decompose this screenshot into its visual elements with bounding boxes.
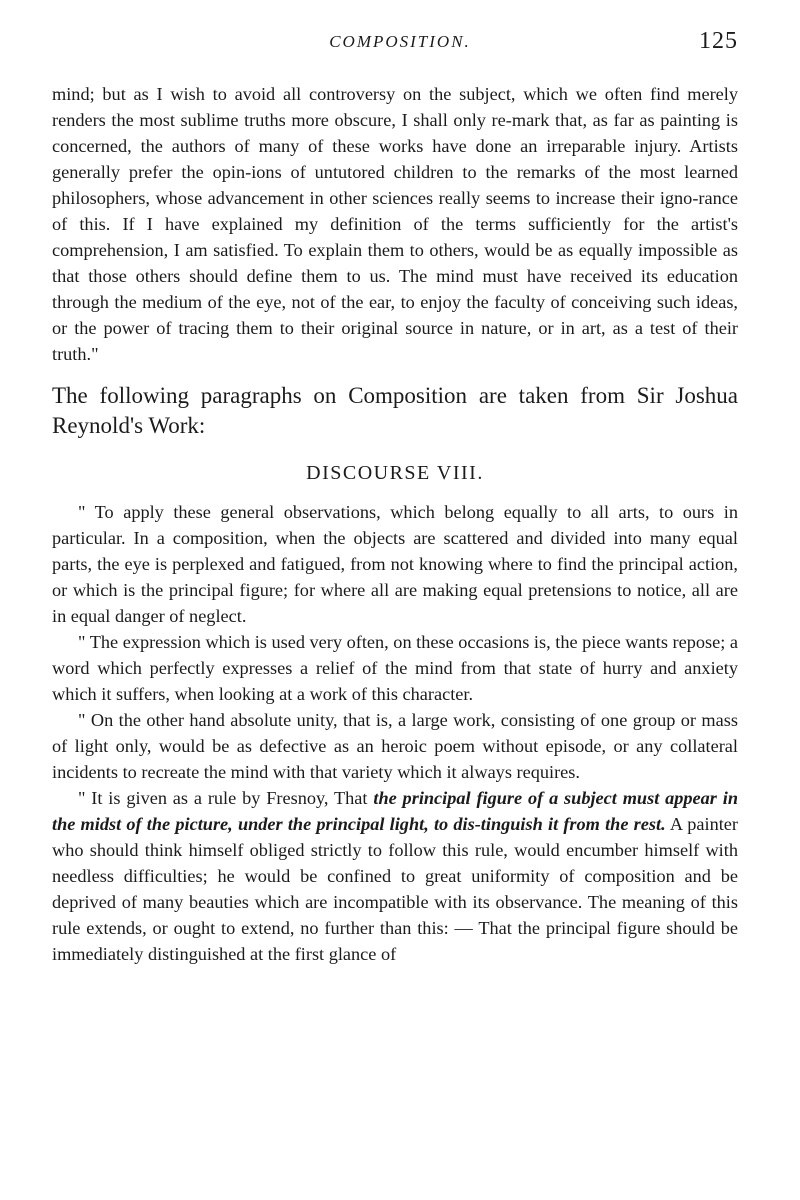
quote-paragraph-1: " To apply these general observations, which belong equally to all arts, to ours in particular. In a composition, when the objects are scattered and divided into many equal parts, the eye is perplexed and fatigued, from not knowing where to find the principal action, or which is the principal figure; for where all are making equal pretensions to notice, all are in equal danger of neglect. <box>52 502 738 626</box>
running-head <box>0 28 800 54</box>
body-text <box>52 81 738 967</box>
fresnoy-rule-italic: the principal figure of a subject must appear in the midst of the picture, under the principal light, to dis-tinguish it from the rest. <box>52 788 738 834</box>
paragraph-continuation: mind; but as I wish to avoid all controversy on the subject, which we often find merely renders the most sublime truths more obscure, I shall only re-mark that, as far as painting is concerned, the authors of many of these works have done an irreparable injury. Artists generally prefer the opin-ions of untutored children to the remarks of the most learned philosophers, whose advancement in other sciences really seems to increase their igno-rance of this. If I have explained my definition of the terms sufficiently for the artist's comprehension, I am satisfied. To explain them to others, would be as equally impossible as that those others should define them to us. The mind must have received its education through the medium of the eye, not of the ear, to enjoy the faculty of conceiving such ideas, or the power of tracing them to their original source in nature, or in art, as a test of their truth." <box>52 84 738 364</box>
quote-paragraph-4 <box>52 785 738 967</box>
lead-in-paragraph: The following paragraphs on Composition are taken from Sir Joshua Reynold's Work: <box>52 383 738 438</box>
running-title: COMPOSITION. <box>329 32 471 51</box>
quote-paragraph-2: " The expression which is used very often, on these occasions is, the piece wants repose; a word which perfectly expresses a relief of the mind from that state of hurry and anxiety which it suffers, when looking at a work of this character. <box>52 632 738 704</box>
discourse-heading: DISCOURSE VIII. <box>306 462 484 484</box>
quote-4-end: A painter who should think himself obliged strictly to follow this rule, would encumber himself with needless difficulties; he would be confined to great uniformity of composition and be deprived of many beauties which are incompatible with its observance. The meaning of this rule extends, or ought to extend, no further than this: — That the principal figure should be immediately distinguished at the first glance of <box>52 814 738 964</box>
quote-paragraph-3: " On the other hand absolute unity, that is, a large work, consisting of one group or mass of light only, would be as defective as an heroic poem without episode, or any collateral incidents to recreate the mind with that variety which it always requires. <box>52 710 738 782</box>
quote-4-start: " It is given as a rule by Fresnoy, That <box>78 788 374 808</box>
page-number: 125 <box>699 28 738 54</box>
